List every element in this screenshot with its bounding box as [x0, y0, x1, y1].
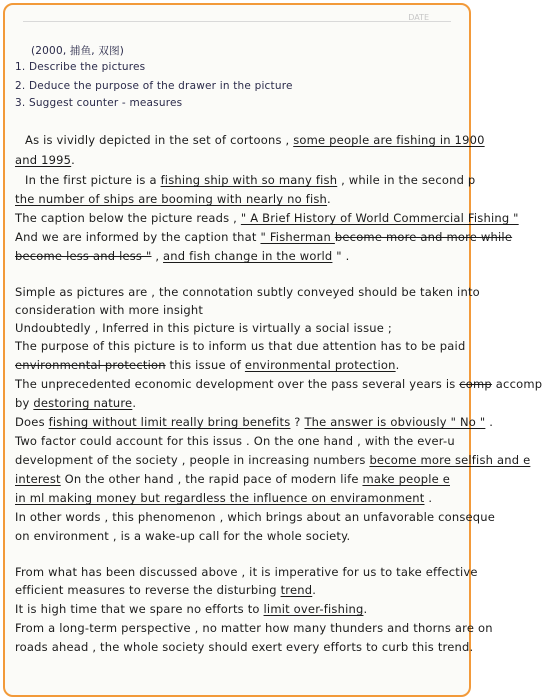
essay-line [15, 453, 530, 467]
line-text: Simple as pictures are , the connotation subtly conveyed should be taken into [15, 285, 480, 299]
essay-line [15, 211, 519, 225]
essay-line [15, 510, 495, 524]
line-text: roads ahead , the whole society should exert every efforts to curb this trend. [15, 640, 474, 654]
line-text: . [71, 153, 76, 167]
underlined-phrase: trend [280, 583, 313, 597]
essay-line [15, 321, 392, 335]
crossed-out-phrase: become more and more while [334, 230, 513, 244]
essay-line [15, 415, 493, 429]
line-text: In other words , this phenomenon , which brings about an unfavorable conseque [15, 510, 496, 524]
essay-line [15, 377, 542, 391]
underlined-phrase: environmental protection [244, 358, 396, 372]
line-text: , while in the second p [337, 173, 476, 187]
essay-line [31, 43, 124, 58]
essay-line [15, 339, 465, 353]
page-header [5, 11, 469, 29]
underlined-phrase: make people e [362, 472, 450, 486]
essay-line [15, 434, 455, 448]
essay-line [15, 249, 350, 263]
line-text: 1. Describe the pictures [15, 61, 146, 73]
line-text: consideration with more insight [15, 303, 204, 317]
line-text: efficient measures to reverse the disturbing [15, 583, 281, 597]
essay-line [15, 192, 331, 206]
crossed-out-phrase: comp [459, 377, 492, 391]
underlined-phrase: some people are fishing in 1900 [293, 133, 485, 147]
essay-line [25, 133, 485, 147]
essay-line [15, 472, 450, 486]
essay-line [15, 602, 367, 616]
line-text: In the first picture is a [25, 173, 161, 187]
essay-line [15, 621, 493, 635]
underlined-phrase: " Fisherman [260, 230, 335, 244]
essay-line [15, 491, 432, 505]
line-text: From a long-term perspective , no matter how many thunders and thorns are on [15, 621, 493, 635]
line-text: It is high time that we spare no efforts to [15, 602, 264, 616]
essay-line [15, 396, 136, 410]
header-rule [23, 21, 451, 22]
line-text: by [15, 396, 34, 410]
essay-line [15, 640, 473, 654]
line-text: . [327, 192, 331, 206]
underlined-phrase: limit over-fishing [263, 602, 364, 616]
essay-line [15, 583, 316, 597]
underlined-phrase: and 1995 [15, 153, 72, 167]
underlined-phrase: interest [15, 472, 61, 486]
line-text: . [132, 396, 137, 410]
line-text: on environment , is a wake-up call for the whole society. [15, 529, 351, 543]
line-text: ? [290, 415, 305, 429]
underlined-phrase: in ml making money but regardless the influence on enviramonment [15, 491, 425, 505]
line-text: (2000, 捕鱼, 双图) [31, 45, 125, 57]
line-text: As is vividly depicted in the set of cortoons , [25, 133, 294, 147]
line-text: . [424, 491, 433, 505]
line-text: And we are informed by the caption that [15, 230, 261, 244]
crossed-out-phrase: environmental protection [15, 358, 166, 372]
line-text: , [151, 249, 164, 263]
line-text: From what has been discussed above , it is imperative for us to take effective [15, 565, 478, 579]
essay-line [15, 358, 399, 372]
line-text: . [485, 415, 494, 429]
line-text: The caption below the picture reads , [15, 211, 241, 225]
line-text: . [363, 602, 368, 616]
line-text: The purpose of this picture is to inform us that due attention has to be paid [15, 339, 466, 353]
underlined-phrase: " A Brief History of World Commercial Fishing " [240, 211, 519, 225]
line-text: accomp [491, 377, 542, 391]
line-text: Does [15, 415, 49, 429]
crossed-out-phrase: become less and less " [15, 249, 152, 263]
notebook-page [3, 3, 542, 697]
line-text: . [395, 358, 400, 372]
line-text: Undoubtedly , Inferred in this picture is virtually a social issue ; [15, 321, 393, 335]
essay-line [15, 285, 480, 299]
line-text: . [312, 583, 317, 597]
underlined-phrase: fishing without limit really bring benefits [48, 415, 291, 429]
underlined-phrase: the number of ships are booming with nearly no fish [15, 192, 328, 206]
essay-line [15, 230, 512, 244]
line-text: The unprecedented economic development over the pass several years is [15, 377, 460, 391]
line-text: Two factor could account for this issus . On the one hand , with the ever-u [15, 434, 455, 448]
essay-line [15, 97, 182, 109]
underlined-phrase: The answer is obviously " No " [304, 415, 486, 429]
essay-line [15, 303, 203, 317]
line-text: 2. Deduce the purpose of the drawer in the picture [15, 80, 293, 92]
essay-line [15, 80, 293, 92]
date-label: DATE [408, 13, 429, 22]
essay-line [15, 61, 145, 73]
underlined-phrase: and fish change in the world [163, 249, 333, 263]
line-text: On the other hand , the rapid pace of modern life [60, 472, 363, 486]
underlined-phrase: fishing ship with so many fish [160, 173, 338, 187]
essay-line [25, 173, 475, 187]
underlined-phrase: destoring nature [33, 396, 133, 410]
line-text: 3. Suggest counter - measures [15, 97, 183, 109]
underlined-phrase: become more selfish and e [369, 453, 531, 467]
essay-line [15, 565, 478, 579]
line-text: " . [332, 249, 350, 263]
line-text: this issue of [165, 358, 245, 372]
essay-line [15, 529, 350, 543]
line-text: development of the society , people in increasing numbers [15, 453, 370, 467]
essay-line [15, 153, 75, 167]
